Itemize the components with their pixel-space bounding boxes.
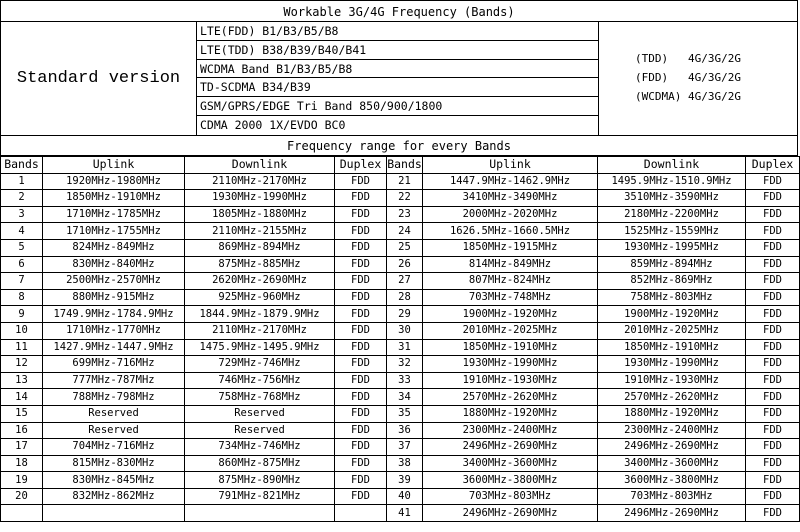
uplink-range: 777MHz-787MHz [43,372,185,389]
uplink-range: 2300MHz-2400MHz [423,422,598,439]
downlink-range: 791MHz-821MHz [185,488,335,505]
band-number: 24 [387,223,423,240]
standard-band-item: LTE(TDD) B38/B39/B40/B41 [197,41,598,60]
duplex-mode: FDD [746,273,800,290]
table-row [1,389,800,406]
uplink-range: 3600MHz-3800MHz [423,472,598,489]
band-number: 3 [1,206,43,223]
uplink-range: 788MHz-798MHz [43,389,185,406]
network-mode: (FDD) 4G/3G/2G [635,71,741,84]
duplex-mode: FDD [335,239,387,256]
band-number: 41 [387,505,423,522]
band-number: 23 [387,206,423,223]
downlink-range: 746MHz-756MHz [185,372,335,389]
band-number: 5 [1,239,43,256]
band-number: 26 [387,256,423,273]
downlink-range: 1930MHz-1995MHz [598,239,746,256]
band-number: 22 [387,190,423,207]
downlink-range: 2010MHz-2025MHz [598,322,746,339]
uplink-range: 2010MHz-2025MHz [423,322,598,339]
network-mode: (WCDMA) 4G/3G/2G [635,90,741,103]
duplex-mode: FDD [746,488,800,505]
uplink-range: 1447.9MHz-1462.9MHz [423,173,598,190]
uplink-range: 1920MHz-1980MHz [43,173,185,190]
uplink-range: 1710MHz-1785MHz [43,206,185,223]
header-downlink: Downlink [598,157,746,174]
table-row [1,472,800,489]
downlink-range: 2570MHz-2620MHz [598,389,746,406]
band-number: 6 [1,256,43,273]
downlink-range: 1525MHz-1559MHz [598,223,746,240]
duplex-mode: FDD [335,455,387,472]
duplex-mode: FDD [746,439,800,456]
band-number: 16 [1,422,43,439]
duplex-mode [335,505,387,522]
duplex-mode: FDD [335,256,387,273]
duplex-mode: FDD [335,422,387,439]
downlink-range: 3400MHz-3600MHz [598,455,746,472]
band-number: 15 [1,405,43,422]
duplex-mode: FDD [746,356,800,373]
downlink-range: 2496MHz-2690MHz [598,505,746,522]
table-row [1,439,800,456]
duplex-mode: FDD [746,322,800,339]
band-number: 1 [1,173,43,190]
band-number: 21 [387,173,423,190]
duplex-mode: FDD [335,223,387,240]
downlink-range: 852MHz-869MHz [598,273,746,290]
uplink-range: 1710MHz-1755MHz [43,223,185,240]
duplex-mode: FDD [335,372,387,389]
duplex-mode: FDD [746,173,800,190]
uplink-range: 2500MHz-2570MHz [43,273,185,290]
downlink-range: 1880MHz-1920MHz [598,405,746,422]
header-uplink: Uplink [43,157,185,174]
standard-band-item: GSM/GPRS/EDGE Tri Band 850/900/1800 [197,97,598,116]
table-row [1,356,800,373]
table-row [1,239,800,256]
uplink-range: 2496MHz-2690MHz [423,505,598,522]
band-number: 31 [387,339,423,356]
standard-version-label: Standard version [1,22,197,135]
table-row [1,455,800,472]
duplex-mode: FDD [335,339,387,356]
table-row [1,339,800,356]
uplink-range: 3400MHz-3600MHz [423,455,598,472]
uplink-range: 2000MHz-2020MHz [423,206,598,223]
table-row [1,289,800,306]
band-number: 29 [387,306,423,323]
table-row [1,273,800,290]
band-number: 33 [387,372,423,389]
duplex-mode: FDD [335,306,387,323]
band-number: 9 [1,306,43,323]
uplink-range: 2570MHz-2620MHz [423,389,598,406]
duplex-mode: FDD [746,289,800,306]
duplex-mode: FDD [746,256,800,273]
downlink-range: 3510MHz-3590MHz [598,190,746,207]
duplex-mode: FDD [335,439,387,456]
table-row [1,405,800,422]
downlink-range: 2620MHz-2690MHz [185,273,335,290]
uplink-range: 1900MHz-1920MHz [423,306,598,323]
band-number: 12 [1,356,43,373]
header-duplex: Duplex [746,157,800,174]
table-row [1,190,800,207]
band-number: 13 [1,372,43,389]
uplink-range: 1427.9MHz-1447.9MHz [43,339,185,356]
uplink-range: 814MHz-849MHz [423,256,598,273]
table-row [1,372,800,389]
uplink-range: 2496MHz-2690MHz [423,439,598,456]
network-mode: (TDD) 4G/3G/2G [635,52,741,65]
uplink-range: 1850MHz-1910MHz [43,190,185,207]
downlink-range: 2110MHz-2170MHz [185,322,335,339]
duplex-mode: FDD [746,239,800,256]
duplex-mode: FDD [335,356,387,373]
downlink-range: 875MHz-890MHz [185,472,335,489]
table-row [1,322,800,339]
uplink-range: 1910MHz-1930MHz [423,372,598,389]
table-row [1,206,800,223]
duplex-mode: FDD [746,190,800,207]
table-row [1,223,800,240]
band-number: 35 [387,405,423,422]
duplex-mode: FDD [746,372,800,389]
table-header-row [1,157,800,174]
duplex-mode: FDD [746,472,800,489]
band-number: 40 [387,488,423,505]
duplex-mode: FDD [746,422,800,439]
uplink-range: 1930MHz-1990MHz [423,356,598,373]
uplink-range: 704MHz-716MHz [43,439,185,456]
band-number: 37 [387,439,423,456]
downlink-range: 859MHz-894MHz [598,256,746,273]
frequency-range-title: Frequency range for every Bands [0,136,798,156]
band-number: 38 [387,455,423,472]
band-number: 27 [387,273,423,290]
band-number: 36 [387,422,423,439]
duplex-mode: FDD [335,472,387,489]
header-duplex: Duplex [335,157,387,174]
band-number: 10 [1,322,43,339]
duplex-mode: FDD [335,389,387,406]
table-row [1,173,800,190]
header-bands: Bands [387,157,422,172]
uplink-range: 1850MHz-1910MHz [423,339,598,356]
uplink-range: 1710MHz-1770MHz [43,322,185,339]
table-row [1,422,800,439]
uplink-range: 1850MHz-1915MHz [423,239,598,256]
uplink-range: 703MHz-803MHz [423,488,598,505]
uplink-range [43,505,185,522]
uplink-range: 830MHz-840MHz [43,256,185,273]
band-number: 30 [387,322,423,339]
downlink-range: 758MHz-803MHz [598,289,746,306]
downlink-range: 1475.9MHz-1495.9MHz [185,339,335,356]
band-number: 39 [387,472,423,489]
table-row [1,488,800,505]
duplex-mode: FDD [335,190,387,207]
band-number: 4 [1,223,43,240]
uplink-range: 815MHz-830MHz [43,455,185,472]
uplink-range: 699MHz-716MHz [43,356,185,373]
band-number: 20 [1,488,43,505]
band-number: 8 [1,289,43,306]
downlink-range: 1900MHz-1920MHz [598,306,746,323]
downlink-range: 860MHz-875MHz [185,455,335,472]
uplink-range: Reserved [43,405,185,422]
duplex-mode: FDD [335,322,387,339]
uplink-range: Reserved [43,422,185,439]
downlink-range: 1844.9MHz-1879.9MHz [185,306,335,323]
standard-band-item: TD-SCDMA B34/B39 [197,78,598,97]
standard-band-item: WCDMA Band B1/B3/B5/B8 [197,60,598,79]
downlink-range: 3600MHz-3800MHz [598,472,746,489]
header-bands: Bands [1,157,43,174]
downlink-range: 1910MHz-1930MHz [598,372,746,389]
downlink-range: 2496MHz-2690MHz [598,439,746,456]
uplink-range: 703MHz-748MHz [423,289,598,306]
band-number: 19 [1,472,43,489]
band-number: 2 [1,190,43,207]
duplex-mode: FDD [335,273,387,290]
uplink-range: 880MHz-915MHz [43,289,185,306]
table-row [1,306,800,323]
sheet-title: Workable 3G/4G Frequency (Bands) [0,0,798,22]
header-downlink: Downlink [185,157,335,174]
standard-band-item: LTE(FDD) B1/B3/B5/B8 [197,22,598,41]
duplex-mode: FDD [746,306,800,323]
downlink-range: 734MHz-746MHz [185,439,335,456]
duplex-mode: FDD [335,173,387,190]
frequency-table-body [1,173,800,521]
uplink-range: 832MHz-862MHz [43,488,185,505]
band-number: 14 [1,389,43,406]
uplink-range: 807MHz-824MHz [423,273,598,290]
uplink-range: 824MHz-849MHz [43,239,185,256]
downlink-range: 2180MHz-2200MHz [598,206,746,223]
uplink-range: 1626.5MHz-1660.5MHz [423,223,598,240]
header-uplink: Uplink [423,157,598,174]
downlink-range: 875MHz-885MHz [185,256,335,273]
duplex-mode: FDD [746,339,800,356]
downlink-range: 1930MHz-1990MHz [598,356,746,373]
downlink-range: 2110MHz-2155MHz [185,223,335,240]
downlink-range: 2300MHz-2400MHz [598,422,746,439]
uplink-range: 830MHz-845MHz [43,472,185,489]
downlink-range: 2110MHz-2170MHz [185,173,335,190]
standard-band-list [197,22,599,135]
duplex-mode: FDD [746,405,800,422]
band-number: 11 [1,339,43,356]
downlink-range: 1850MHz-1910MHz [598,339,746,356]
network-modes [599,22,799,135]
band-number [1,505,43,522]
table-row [1,505,800,522]
downlink-range: 1930MHz-1990MHz [185,190,335,207]
duplex-mode: FDD [335,289,387,306]
band-number: 34 [387,389,423,406]
duplex-mode: FDD [335,405,387,422]
downlink-range: 869MHz-894MHz [185,239,335,256]
downlink-range: 925MHz-960MHz [185,289,335,306]
downlink-range: 703MHz-803MHz [598,488,746,505]
uplink-range: 3410MHz-3490MHz [423,190,598,207]
downlink-range: Reserved [185,422,335,439]
duplex-mode: FDD [335,488,387,505]
standard-band-item: CDMA 2000 1X/EVDO BC0 [200,117,346,132]
downlink-range: 1805MHz-1880MHz [185,206,335,223]
band-number: 25 [387,239,423,256]
band-number: 32 [387,356,423,373]
uplink-range: 1880MHz-1920MHz [423,405,598,422]
duplex-mode: FDD [746,505,800,522]
duplex-mode: FDD [746,389,800,406]
downlink-range: 1495.9MHz-1510.9MHz [598,173,746,190]
standard-version-block [0,22,798,136]
band-number: 18 [1,455,43,472]
downlink-range [185,505,335,522]
uplink-range: 1749.9MHz-1784.9MHz [43,306,185,323]
downlink-range: 758MHz-768MHz [185,389,335,406]
band-number: 7 [1,273,43,290]
duplex-mode: FDD [746,455,800,472]
band-number: 17 [1,439,43,456]
duplex-mode: FDD [746,206,800,223]
duplex-mode: FDD [335,206,387,223]
table-row [1,256,800,273]
downlink-range: 729MHz-746MHz [185,356,335,373]
downlink-range: Reserved [185,405,335,422]
band-number: 28 [387,289,423,306]
frequency-table [0,156,800,522]
duplex-mode: FDD [746,223,800,240]
